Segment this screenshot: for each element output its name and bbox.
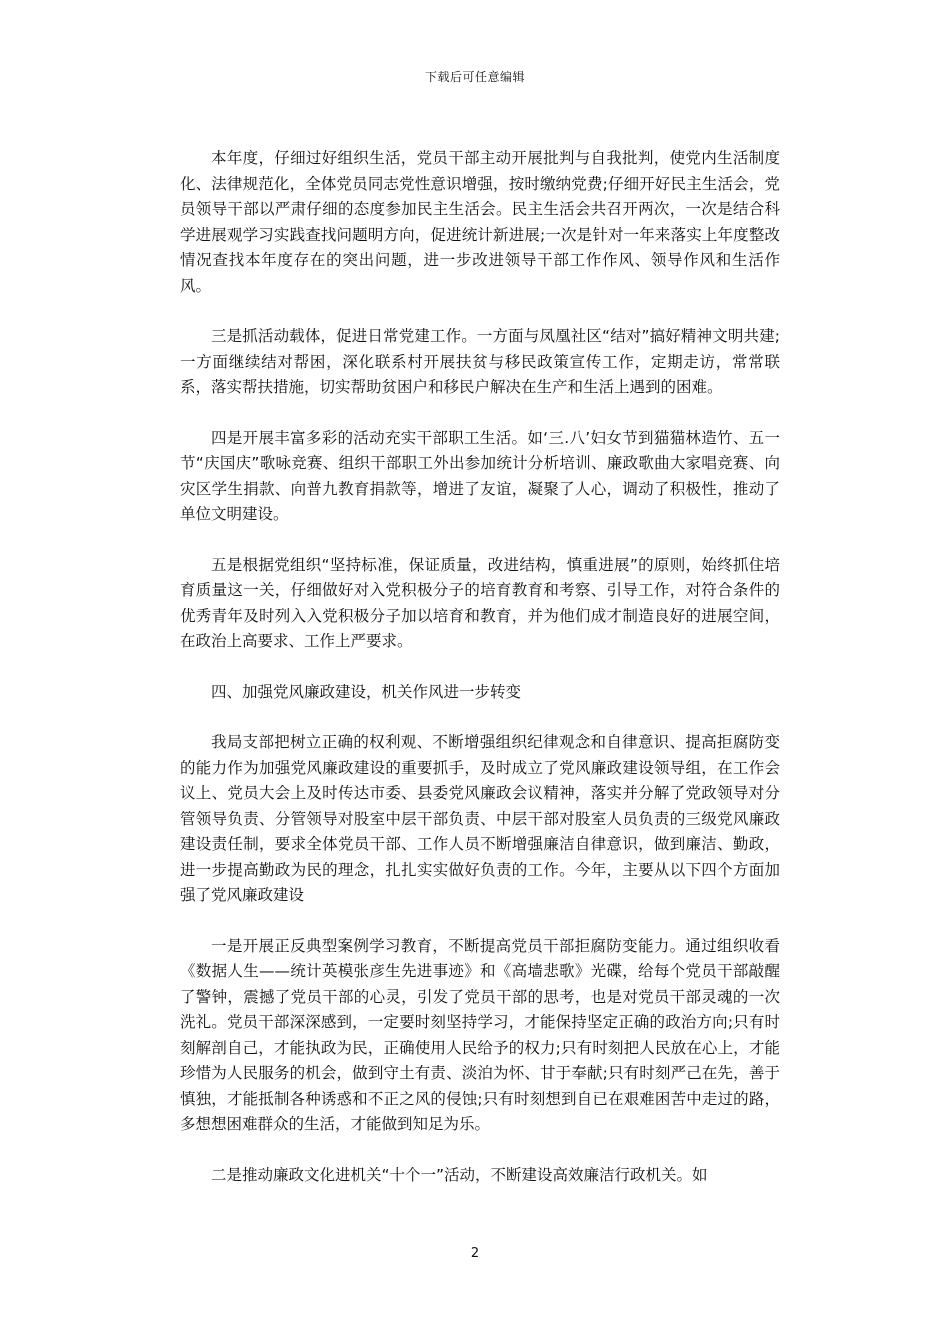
page-number: 2 (470, 1246, 480, 1261)
page-header: 下载后可任意编辑 (424, 70, 525, 84)
paragraph-party-life: 本年度，仔细过好组织生活，党员干部主动开展批判与自我批判，使党内生活制度化、法律规范化，全体党员同志党性意识增强，按时缴纳党费;仔细开好民主生活会，党员领导干部以严肃仔细的态度参加民主生活会。民主生活会共召开两次，一次是结合科学进展观学习实践查找问题明方向，促进统计新进展;一次是针对一年来落实上年度整改情况查找本年度存在的突出问题，进一步改进领导干部工作作风、领导作风和生活作风。 (180, 149, 780, 295)
paragraph-activity-carrier: 三是抓活动载体，促进日常党建工作。一方面与凤凰社区“结对”搞好精神文明共建;一方面继续结对帮困，深化联系村开展扶贫与移民政策宣传工作，定期走访，常常联系，落实帮扶措施，切实帮助贫困户和移民户解决在生产和生活上遇到的困难。 (180, 327, 780, 396)
section-heading: 四、加强党风廉政建设，机关作风进一步转变 (211, 682, 522, 701)
paragraph-staff-activities: 四是开展丰富多彩的活动充实干部职工生活。如‘三.八’妇女节到猫猫林造竹、五一节“庆国庆”歌咏竞赛、组织干部职工外出参加统计分析培训、廉政歌曲大家唱竞赛、向灾区学生捐款、向普九教育捐款等，增进了友谊，凝聚了人心，调动了积极性，推动了单位文明建设。 (180, 428, 780, 523)
paragraph-integrity-culture: 二是推动廉政文化进机关“十个一”活动，不断建设高效廉洁行政机关。如 (211, 1165, 708, 1184)
document-body (180, 146, 780, 1213)
paragraph-integrity-building: 我局支部把树立正确的权利观、不断增强组织纪律观念和自律意识、提高拒腐防变的能力作为加强党风廉政建设的重要抓手，及时成立了党风廉政建设领导组，在工作会议上、党员大会上及时传达市委、县委党风廉政会议精神，落实并分解了党政领导对分管领导负责、分管领导对股室中层干部负责、中层干部对股室人员负责的三级党风廉政建设责任制，要求全体党员干部、工作人员不断增强廉洁自律意识，做到廉洁、勤政，进一步提高勤政为民的理念，扎扎实实做好负责的工作。今年，主要从以下四个方面加强了党风廉政建设 (180, 733, 780, 904)
paragraph-member-development: 五是根据党组织“坚持标准，保证质量，改进结构，慎重进展”的原则，始终抓住培育质量这一关，仔细做好对入党积极分子的培育教育和考察、引导工作，对符合条件的优秀青年及时列入入党积极分子加以培育和教育，并为他们成才制造良好的进展空间，在政治上高要求、工作上严要求。 (180, 555, 780, 650)
paragraph-case-education: 一是开展正反典型案例学习教育，不断提高党员干部拒腐防变能力。通过组织收看《数据人生——统计英模张彦生先进事迹》和《高墙悲歌》光碟，给每个党员干部敲醒了警钟，震撼了党员干部的心灵，引发了党员干部的思考，也是对党员干部灵魂的一次洗礼。党员干部深深感到，一定要时刻坚持学习，才能保持坚定正确的政治方向;只有时刻解剖自己，才能执政为民，正确使用人民给予的权力;只有时刻把人民放在心上，才能珍惜为人民服务的机会，做到守土有责、淡泊为怀、甘于奉献;只有时刻严己在先，善于慎独，才能抵制各种诱惑和不正之风的侵蚀;只有时刻想到自已在艰难困苦中走过的路，多想想困难群众的生活，才能做到知足为乐。 (180, 936, 780, 1133)
